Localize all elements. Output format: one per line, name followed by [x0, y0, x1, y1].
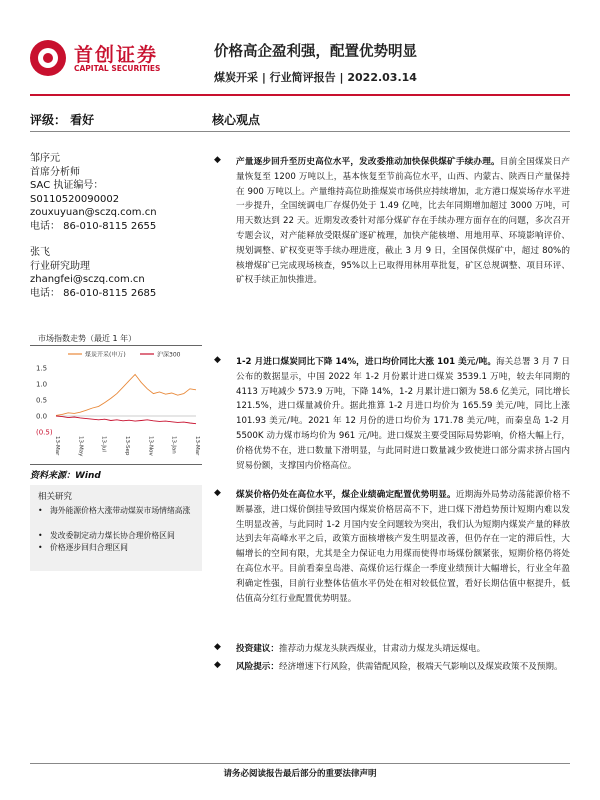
y-tick-label: 0.5	[36, 396, 48, 405]
bullet-icon: •	[38, 531, 43, 540]
chart-heading: 市场指数走势（最近 1 年）	[38, 334, 137, 343]
related-item-text: 海外能源价格大涨带动煤炭市场情绪高涨	[50, 506, 191, 515]
x-tick-label: 13-Jan	[170, 436, 177, 454]
bullet-icon: •	[38, 506, 43, 515]
paragraph-body	[236, 488, 570, 606]
market-index-chart	[30, 346, 202, 464]
bullet-icon: •	[38, 543, 43, 552]
paragraph-body	[236, 642, 570, 657]
logo-mark-icon	[30, 40, 66, 76]
bullet-icon: ◆	[214, 642, 221, 652]
paragraph-text: 经济增速下行风险，供需错配风险，极端天气影响以及煤炭政策不及预期。	[278, 662, 563, 672]
y-tick-label: 1.5	[36, 364, 48, 373]
analyst-email[interactable]: zhangfei@sczq.com.cn	[30, 274, 145, 285]
section-divider	[30, 131, 570, 132]
paragraph-lead: 煤炭价格仍处在高位水平，煤企业绩确定配置优势明显。	[236, 490, 456, 500]
analyst-name: 邹序元	[30, 153, 60, 164]
analyst-role: 行业研究助理	[30, 260, 90, 272]
analyst-2	[30, 246, 200, 300]
y-tick-label: (0.5)	[36, 428, 53, 437]
bullet-icon: ◆	[214, 155, 221, 165]
paragraph-text: 目前全国煤炭日产量恢复至 1200 万吨以上，基本恢复至节前高位水平，山西、内蒙古、陕西日产量保持在 900 万吨以上。产量维持高位助推煤炭市场供应持续增加，北方港口煤炭场存水平进一步提升，全国统调电厂存煤仍处于 1.49 亿吨，比去年同期增加超过 3000 万吨，可用天数达到 22 天。近期发改委针对部分煤矿存在手续办理方面存在的问题，多次召开专题会议，对产能释放受限煤矿逐矿梳理，加快产能核增、用地用草、环境影响评价、规划调整、矿权变更等手续办理进度，截止 3 月 9 日，全国保供煤矿中，超过 80%的核增煤矿已完成现场核查，95%以上已取得用林用草批复，矿区总规调整、项目环评、矿权手续正加快推进。	[236, 157, 570, 286]
paragraph-lead: 产量逐步回升至历史高位水平，发改委推动加快保供煤矿手续办理。	[236, 157, 500, 167]
x-tick-label: 13-Jul	[100, 436, 107, 452]
report-subtitle: 煤炭开采 | 行业简评报告 | 2022.03.14	[214, 71, 417, 84]
bullet-icon: ◆	[214, 355, 221, 365]
paragraph-body	[236, 155, 570, 288]
analyst-cert-label: SAC 执证编号：	[30, 180, 104, 191]
related-item[interactable]	[38, 542, 198, 554]
y-tick-label: 0.0	[36, 412, 48, 421]
x-tick-label: 13-Nov	[147, 436, 154, 456]
paragraph-body	[236, 660, 570, 675]
analyst-role: 首席分析师	[30, 166, 80, 178]
x-tick-label: 13-Sep	[124, 436, 130, 456]
bullet-icon: ◆	[214, 660, 221, 670]
x-tick-label: 13-Mar	[194, 436, 200, 456]
legend-label: 煤炭开采(申万)	[85, 351, 126, 359]
related-item[interactable]	[38, 505, 198, 529]
analyst-1	[30, 152, 200, 233]
logo-english-name: CAPITAL SECURITIES	[74, 64, 161, 73]
paragraph-text: 推荐动力煤龙头陕西煤业，甘肃动力煤龙头靖远煤电。	[278, 644, 486, 654]
chart-bottom-rule	[30, 464, 202, 465]
company-logo	[30, 40, 200, 80]
x-tick-label: 13-May	[77, 436, 84, 457]
series-line	[56, 416, 196, 424]
rating-label: 评级： 看好	[30, 113, 95, 127]
analyst-cert: S0110520090002	[30, 193, 120, 205]
paragraph-text: 近期海外局势动荡能源价格不断暴涨，进口煤价倒挂导致国内煤炭价格居高不下，进口煤下滑趋势预计短期内难以发生明显改善，与此同时 1-2 月国内安全问题较为突出，我们认为短期内煤炭产量的释放达到去年高峰水平之后，政策方面核增核产发生明显改善，但仍存在一定的滞后性，大幅增长的空间有限，尤其是全力保证电力用煤而使得市场煤份额紧张，短期价格仍将处在高位水平。目前看秦皇岛港、高煤价运行煤企一季度业绩预计大幅增长，行业全年盈利确定性强，目前行业整体估值水平仍处在相对较低位置，看好长期估值中枢提升，低估值高分红行业配置优势明显。	[236, 490, 570, 604]
paragraph-lead: 风险提示：	[236, 662, 279, 672]
related-item-text: 发改委制定动力煤长协合理价格区间	[50, 531, 175, 540]
legend-label: 沪深300	[157, 351, 181, 359]
analyst-phone: 电话： 86-010-8115 2655	[30, 220, 157, 232]
paragraph-lead: 投资建议：	[236, 644, 279, 654]
related-research-heading: 相关研究	[38, 492, 73, 502]
header-divider	[30, 94, 570, 96]
paragraph-text: 海关总署 3 月 7 日公布的数据显示，中国 2022 年 1-2 月份累计进口煤炭 3539.1 万吨，较去年同期的 4113 万吨减少 573.9 万吨，下降 14%，1-2 月累计进口额为 58.6 亿美元，同比增长 121.5%，进口煤量减价升。据此推算 1-2 月进口均价为 165.59 美元/吨，同比上涨 101.93 美元/吨。2021 年 12 月份的进口均价为 171.78 美元/吨，而秦皇岛 1-2 月 5500K 动力煤市场均价为 961 元/吨。进口煤炭主要受国际局势影响，价格大幅上行，价格优势不在，进口数量下滑明显，与此同时进口数量减少致使进口部分需求挤占国内贸易份额，支撑国内价格高位。	[236, 357, 570, 471]
report-title: 价格高企盈利强，配置优势明显	[214, 44, 417, 60]
chart-source: 资料来源：Wind	[30, 471, 101, 481]
analyst-phone: 电话： 86-010-8115 2685	[30, 287, 157, 299]
legal-footer: 请务必阅读报告最后部分的重要法律声明	[223, 769, 377, 779]
paragraph-body	[236, 355, 570, 473]
analyst-name: 张飞	[30, 247, 50, 258]
y-tick-label: 1.0	[36, 380, 48, 389]
related-item-text: 价格逐步回归合理区间	[50, 543, 128, 552]
bullet-icon: ◆	[214, 488, 221, 498]
paragraph-lead: 1-2 月进口煤炭同比下降 14%，进口均价同比大涨 101 美元/吨。	[236, 357, 496, 367]
logo-chinese-name: 首创证券	[74, 44, 159, 66]
core-views-heading: 核心观点	[212, 113, 261, 127]
related-item[interactable]	[38, 530, 198, 542]
x-tick-label: 13-Mar	[54, 436, 60, 456]
analyst-email[interactable]: zouxuyuan@sczq.com.cn	[30, 207, 157, 218]
series-line	[56, 374, 196, 415]
footer-divider	[30, 763, 570, 764]
